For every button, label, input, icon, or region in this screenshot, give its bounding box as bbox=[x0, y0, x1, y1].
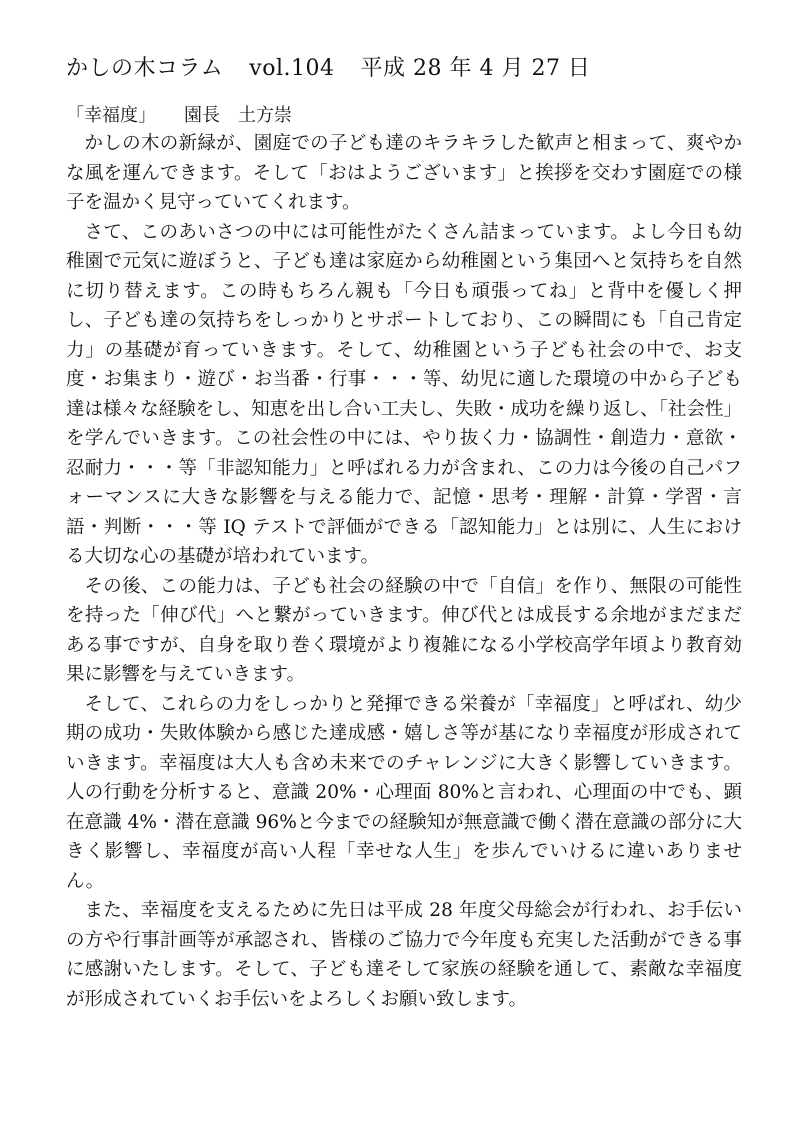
column-header bbox=[66, 54, 742, 84]
article-title: 「幸福度」 bbox=[66, 105, 156, 126]
publication-date: 平成 28 年 4 月 27 日 bbox=[360, 56, 591, 81]
paragraph-2: さて、このあいさつの中には可能性がたくさん詰まっています。よし今日も幼稚園で元気に遊ぼうと、子ども達は家庭から幼稚園という集団へと気持ちを自然に切り替えます。この時もちろん親も「今日も頑張ってね」と背中を優しく押し、子ども達の気持ちをしっかりとサポートしており、この瞬間にも「自己肯定力」の基礎が育っていきます。そして、幼稚園という子ども社会の中で、お支度・お集まり・遊び・お当番・行事・・・等、幼児に適した環境の中から子ども達は様々な経験をし、知恵を出し合い工夫し、失敗・成功を繰り返し、「社会性」を学んでいきます。この社会性の中には、やり抜く力・協調性・創造力・意欲・忍耐力・・・等「非認知能力」と呼ばれる力が含まれ、この力は今後の自己パフォーマンスに大きな影響を与える能力で、記憶・思考・理解・計算・学習・言語・判断・・・等 IQ テストで評価ができる「認知能力」とは別に、人生における大切な心の基礎が培われています。 bbox=[66, 221, 742, 567]
volume-number: vol.104 bbox=[249, 56, 335, 81]
column-page bbox=[66, 54, 742, 1014]
paragraph-4: そして、これらの力をしっかりと発揮できる栄養が「幸福度」と呼ばれ、幼少期の成功・失敗体験から感じた達成感・嬉しさ等が基になり幸福度が形成されていきます。幸福度は大人も含め未来でのチャレンジに大きく影響していきます。人の行動を分析すると、意識 20%・心理面 80%と言われ、心理面の中でも、顕在意識 4%・潜在意識 96%と今までの経験知が無意識で働く潜在意識の部分に大きく影響し、幸福度が高い人程「幸せな人生」を歩んでいけるに違いありません。 bbox=[66, 693, 742, 892]
paragraph-1: かしの木の新緑が、園庭での子ども達のキラキラした歓声と相まって、爽やかな風を運んできます。そして「おはようございます」と挨拶を交わす園庭での様子を温かく見守っていてくれます。 bbox=[66, 133, 742, 213]
paragraph-3: その後、この能力は、子ども社会の経験の中で「自信」を作り、無限の可能性を持った「伸び代」へと繋がっていきます。伸び代とは成長する余地がまだまだある事ですが、自身を取り巻く環境がより複雑になる小学校高学年頃より教育効果に影響を与えていきます。 bbox=[66, 575, 742, 685]
article-byline bbox=[66, 102, 742, 129]
paragraph-5: また、幸福度を支えるために先日は平成 28 年度父母総会が行われ、お手伝いの方や行事計画等が承認され、皆様のご協力で今年度も充実した活動ができる事に感謝いたします。そして、子ども達そして家族の経験を通して、素敵な幸福度が形成されていくお手伝いをよろしくお願い致します。 bbox=[66, 900, 742, 1010]
author-role: 園長 bbox=[184, 105, 220, 126]
column-name: かしの木コラム bbox=[66, 56, 224, 81]
author-name: 土方崇 bbox=[238, 105, 292, 126]
article-body bbox=[66, 129, 742, 1014]
